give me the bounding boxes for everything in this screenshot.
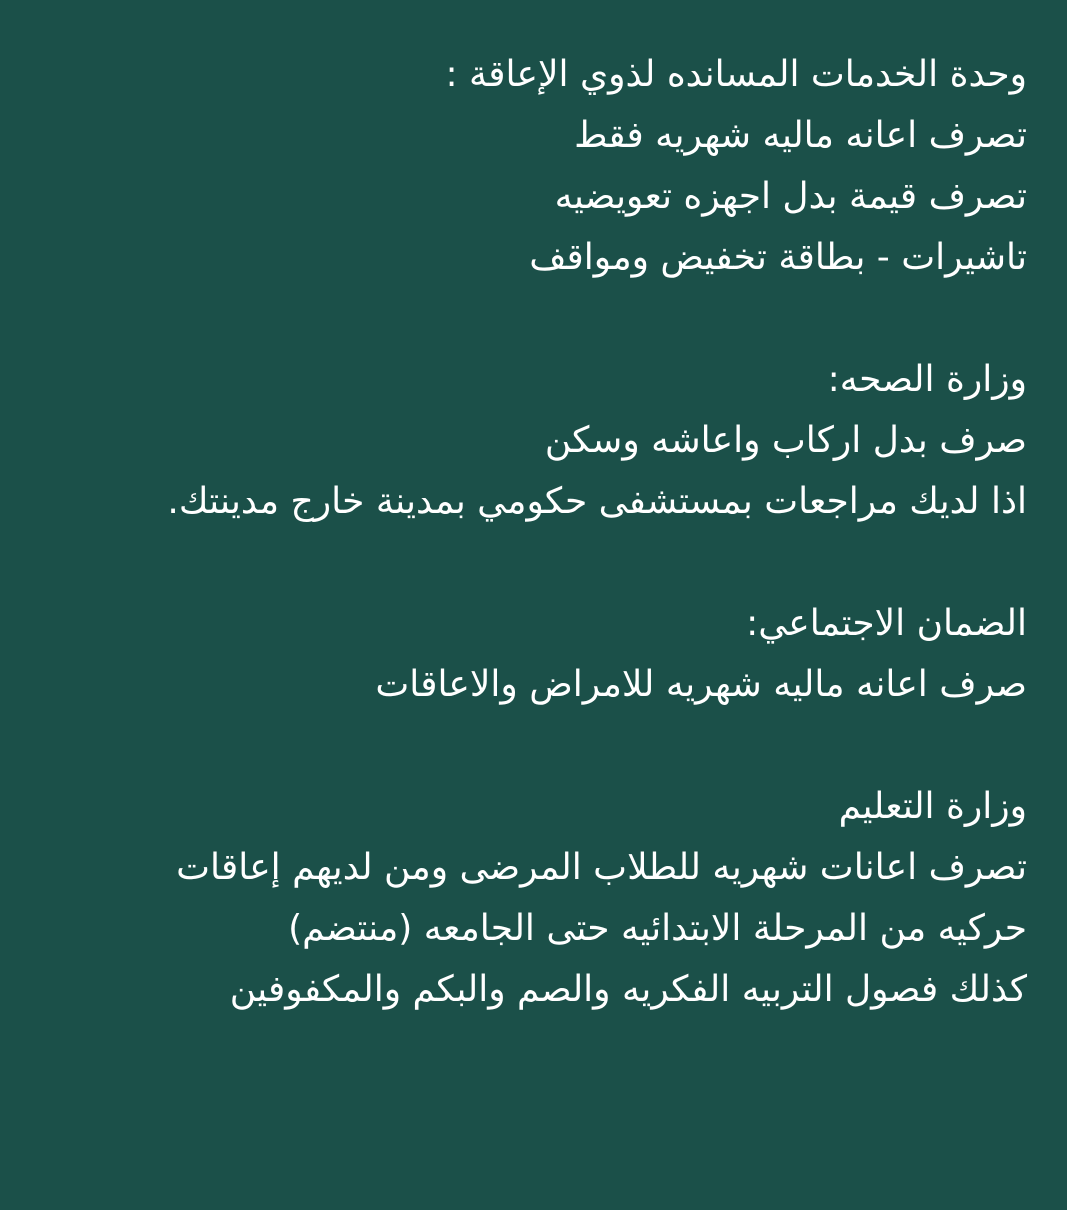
section-line: اذا لديك مراجعات بمستشفى حكومي بمدينة خارج مدينتك. <box>167 481 1027 522</box>
section-line: حركيه من المرحلة الابتدائيه حتى الجامعه (منتضم) <box>288 908 1027 949</box>
section-line: صرف بدل اركاب واعاشه وسكن <box>544 420 1027 461</box>
section-line: كذلك فصول التربيه الفكريه والصم والبكم والمكفوفين <box>229 969 1027 1010</box>
section-social-security <box>40 593 1027 715</box>
section-ministry-of-health <box>40 349 1027 532</box>
section-heading: وحدة الخدمات المسانده لذوي الإعاقة : <box>445 54 1027 95</box>
section-spacer <box>40 715 1027 776</box>
section-spacer <box>40 288 1027 349</box>
section-line: صرف اعانه ماليه شهريه للامراض والاعاقات <box>375 664 1027 705</box>
section-heading: وزارة التعليم <box>838 786 1027 827</box>
section-disability-services <box>40 44 1027 288</box>
section-heading: وزارة الصحه: <box>827 359 1027 400</box>
section-line: تصرف اعانه ماليه شهريه فقط <box>574 115 1027 156</box>
section-ministry-of-education <box>40 776 1027 1020</box>
section-line: تاشيرات - بطاقة تخفيض ومواقف <box>529 237 1027 278</box>
section-line: تصرف قيمة بدل اجهزه تعويضيه <box>554 176 1027 217</box>
section-heading: الضمان الاجتماعي: <box>746 603 1027 644</box>
section-spacer <box>40 532 1027 593</box>
section-line: تصرف اعانات شهريه للطلاب المرضى ومن لديهم إعاقات <box>176 847 1027 888</box>
